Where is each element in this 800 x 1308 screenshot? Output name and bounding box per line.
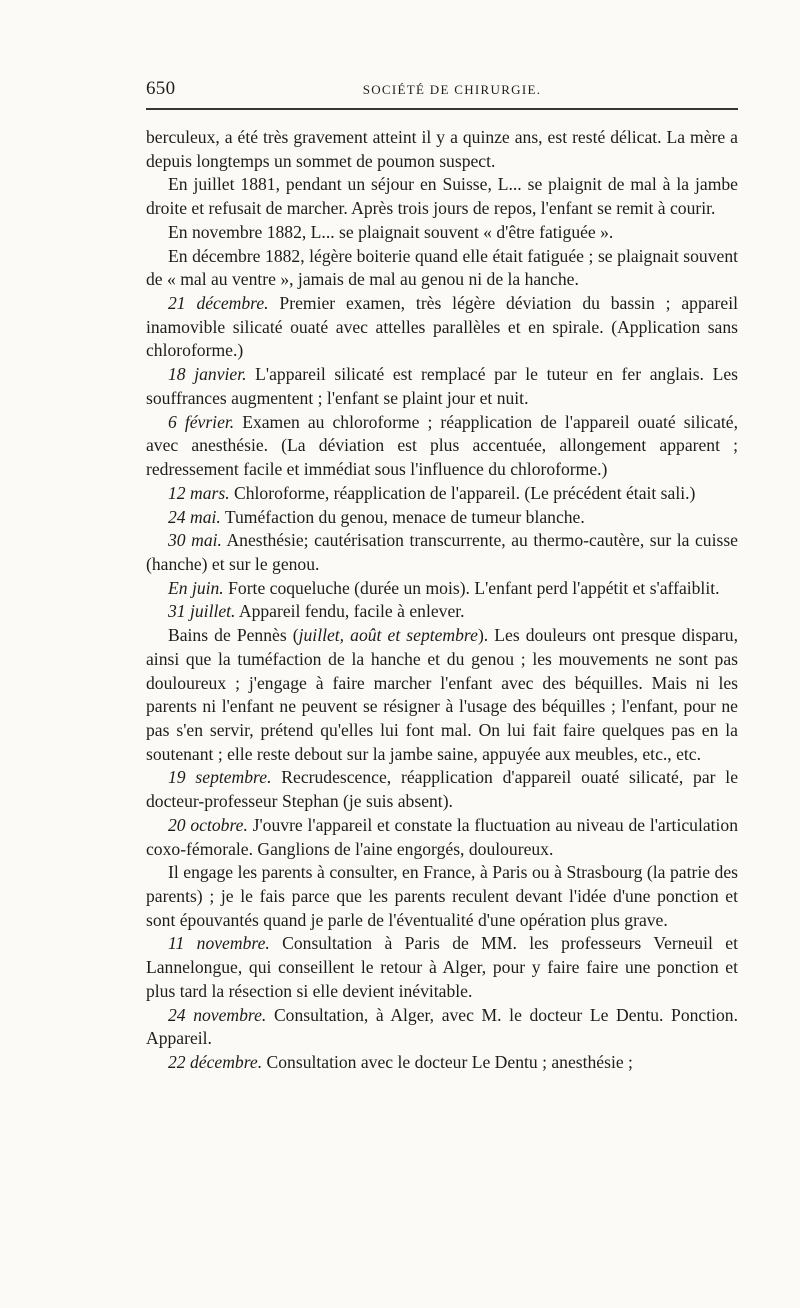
entry-date: 21 décembre. bbox=[168, 293, 269, 314]
paragraph: 19 septembre. Recrudescence, réapplication d'appareil ouaté silicaté, par le docteur-professeur Stephan (je suis absent). bbox=[146, 767, 739, 812]
body-text bbox=[146, 126, 738, 1075]
entry-date: En juin. bbox=[168, 577, 224, 598]
paragraph: berculeux, a été très gravement atteint il y a quinze ans, est resté délicat. La mère a depuis longtemps un sommet de poumon suspect. bbox=[146, 127, 738, 171]
paragraph: En juin. Forte coqueluche (durée un mois). L'enfant perd l'appétit et s'affaiblit. bbox=[168, 577, 720, 598]
entry-date: 22 décembre. bbox=[168, 1052, 263, 1073]
header-rule bbox=[146, 108, 738, 110]
paragraph: Il engage les parents à consulter, en France, à Paris ou à Strasbourg (la patrie des parents) ; je le fais parce que les parents reculent devant l'idée d'une ponction et sont épouvantés quand je parle de l'éventualité d'une opération plus grave. bbox=[146, 862, 738, 930]
running-title: SOCIÉTÉ DE CHIRURGIE. bbox=[362, 82, 542, 97]
entry-date: 19 septembre. bbox=[168, 767, 272, 788]
entry-date: 6 février. bbox=[168, 411, 235, 432]
paragraph: 18 janvier. L'appareil silicaté est remplacé par le tuteur en fer anglais. Les souffrances augmentent ; l'enfant se plaint jour et nuit. bbox=[146, 364, 738, 408]
paragraph: Bains de Pennès (juillet, août et septembre). Les douleurs ont presque disparu, ainsi que la tuméfaction de la hanche et du genou ; les mouvements ne sont pas douloureux ; j'engage à faire marcher l'enfant avec des béquilles. Mais ni les parents ni l'enfant ne peuvent se résigner à l'usage des béquilles ; l'enfant, pour ne pas s'en servir, prétend qu'elles lui font mal. On lui fait faire quelques pas en la soutenant ; elle reste debout sur la jambe saine, appuyée aux meubles, etc., etc. bbox=[146, 625, 738, 764]
entry-date: 12 mars. bbox=[168, 482, 230, 503]
entry-date: 24 novembre. bbox=[168, 1004, 267, 1025]
paragraph: 30 mai. Anesthésie; cautérisation transcurrente, au thermo-cautère, sur la cuisse (hanche) et sur le genou. bbox=[146, 530, 738, 574]
paragraph: En juillet 1881, pendant un séjour en Suisse, L... se plaignit de mal à la jambe droite et refusait de marcher. Après trois jours de repos, l'enfant se remit à courir. bbox=[146, 174, 738, 219]
page-header bbox=[146, 74, 738, 104]
paragraph: 22 décembre. Consultation avec le docteur Le Dentu ; anesthésie ; bbox=[168, 1052, 633, 1073]
page-number: 650 bbox=[146, 78, 176, 99]
paragraph: 20 octobre. J'ouvre l'appareil et constate la fluctuation au niveau de l'articulation coxo-fémorale. Ganglions de l'aine engorgés, douloureux. bbox=[146, 814, 739, 859]
entry-date: 31 juillet. bbox=[168, 601, 236, 622]
entry-date: 18 janvier. bbox=[168, 364, 247, 385]
entry-date: juillet, août et septembre bbox=[298, 625, 478, 646]
paragraph: 21 décembre. Premier examen, très légère déviation du bassin ; appareil inamovible silicaté ouaté avec attelles parallèles et en spirale. (Application sans chloroforme.) bbox=[146, 293, 738, 361]
paragraph: 11 novembre. Consultation à Paris de MM. les professeurs Verneuil et Lannelongue, qui conseillent le retour à Alger, pour y faire faire une ponction et plus tard la résection si elle devient inévitable. bbox=[146, 933, 738, 1001]
paragraph: 6 février. Examen au chloroforme ; réapplication de l'appareil ouaté silicaté, avec anesthésie. (La déviation est plus accentuée, allongement apparent ; redressement facile et immédiat sous l'influence du chloroforme.) bbox=[146, 411, 738, 480]
entry-date: 11 novembre. bbox=[168, 933, 270, 954]
paragraph: 24 mai. Tuméfaction du genou, menace de tumeur blanche. bbox=[168, 506, 585, 527]
paragraph: 12 mars. Chloroforme, réapplication de l'appareil. (Le précédent était sali.) bbox=[168, 482, 696, 503]
entry-date: 30 mai. bbox=[168, 530, 222, 551]
entry-date: 20 octobre. bbox=[168, 814, 248, 835]
paragraph: En décembre 1882, légère boiterie quand elle était fatiguée ; se plaignait souvent de « mal au ventre », jamais de mal au genou ni de la hanche. bbox=[146, 245, 738, 290]
paragraph: En novembre 1882, L... se plaignait souvent « d'être fatiguée ». bbox=[168, 221, 614, 242]
paragraph: 24 novembre. Consultation, à Alger, avec M. le docteur Le Dentu. Ponction. Appareil. bbox=[146, 1004, 738, 1049]
entry-date: 24 mai. bbox=[168, 506, 221, 527]
paragraph: 31 juillet. Appareil fendu, facile à enlever. bbox=[168, 601, 465, 622]
